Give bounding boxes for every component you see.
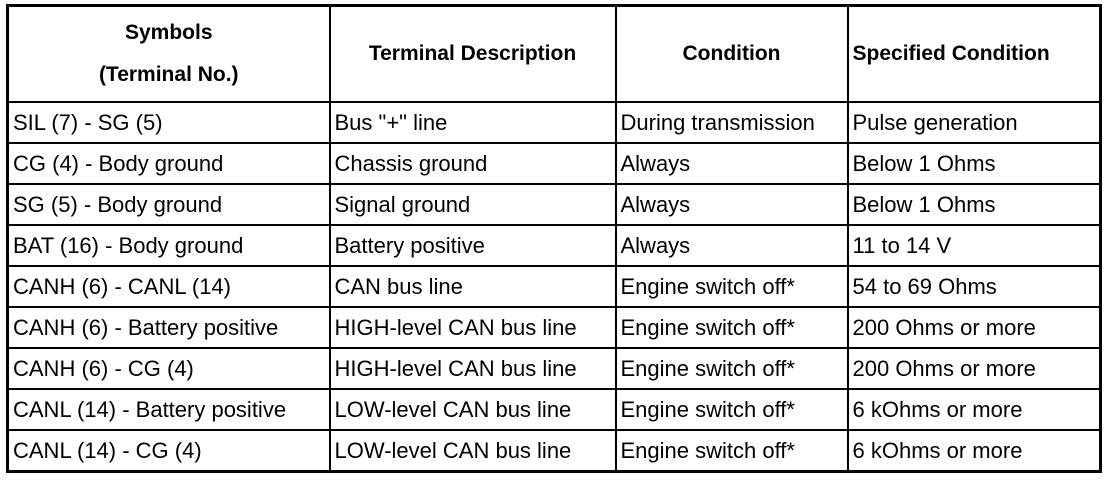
cell-description: Signal ground [330, 184, 616, 225]
cell-description: LOW-level CAN bus line [330, 430, 616, 472]
cell-specified: 6 kOhms or more [848, 389, 1101, 430]
table-row [8, 389, 1101, 430]
terminal-spec-table [6, 4, 1102, 473]
table-body [8, 102, 1101, 472]
header-symbols [8, 6, 330, 103]
cell-description: HIGH-level CAN bus line [330, 307, 616, 348]
cell-symbols: CANH (6) - CG (4) [8, 348, 330, 389]
cell-specified: Pulse generation [848, 102, 1101, 143]
cell-condition: Engine switch off* [616, 430, 848, 472]
cell-symbols: SG (5) - Body ground [8, 184, 330, 225]
cell-specified: Below 1 Ohms [848, 143, 1101, 184]
header-row [8, 6, 1101, 103]
cell-specified: 54 to 69 Ohms [848, 266, 1101, 307]
cell-description: LOW-level CAN bus line [330, 389, 616, 430]
cell-symbols: CANL (14) - Battery positive [8, 389, 330, 430]
cell-condition: Engine switch off* [616, 266, 848, 307]
header-symbols-line2: (Terminal No.) [98, 63, 239, 86]
cell-symbols: CG (4) - Body ground [8, 143, 330, 184]
cell-condition: During transmission [616, 102, 848, 143]
table-row [8, 266, 1101, 307]
cell-description: CAN bus line [330, 266, 616, 307]
cell-specified: 11 to 14 V [848, 225, 1101, 266]
header-specified-condition: Specified Condition [848, 6, 1101, 103]
cell-condition: Engine switch off* [616, 307, 848, 348]
header-terminal-description: Terminal Description [330, 6, 616, 103]
table-row [8, 430, 1101, 472]
cell-symbols: CANH (6) - CANL (14) [8, 266, 330, 307]
table-row [8, 143, 1101, 184]
table-row [8, 184, 1101, 225]
cell-specified: 6 kOhms or more [848, 430, 1101, 472]
cell-description: Battery positive [330, 225, 616, 266]
cell-symbols: BAT (16) - Body ground [8, 225, 330, 266]
cell-specified: 200 Ohms or more [848, 307, 1101, 348]
header-condition: Condition [616, 6, 848, 103]
cell-symbols: SIL (7) - SG (5) [8, 102, 330, 143]
cell-condition: Always [616, 143, 848, 184]
cell-condition: Always [616, 184, 848, 225]
header-symbols-line1: Symbols [124, 21, 213, 44]
cell-condition: Engine switch off* [616, 348, 848, 389]
table-row [8, 225, 1101, 266]
cell-description: Chassis ground [330, 143, 616, 184]
cell-specified: Below 1 Ohms [848, 184, 1101, 225]
cell-description: HIGH-level CAN bus line [330, 348, 616, 389]
cell-condition: Engine switch off* [616, 389, 848, 430]
cell-description: Bus "+" line [330, 102, 616, 143]
cell-symbols: CANH (6) - Battery positive [8, 307, 330, 348]
cell-symbols: CANL (14) - CG (4) [8, 430, 330, 472]
table-row [8, 102, 1101, 143]
table-header [8, 6, 1101, 103]
table-row [8, 307, 1101, 348]
cell-specified: 200 Ohms or more [848, 348, 1101, 389]
cell-condition: Always [616, 225, 848, 266]
table-row [8, 348, 1101, 389]
